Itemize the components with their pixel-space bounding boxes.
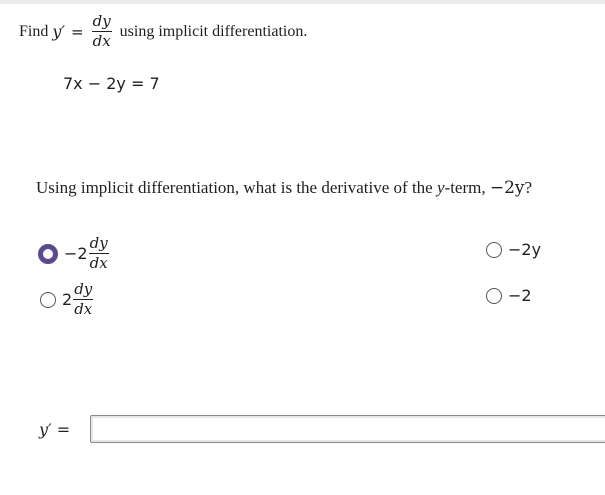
prompt-y-prime: y′ (52, 22, 66, 41)
radio-button[interactable] (486, 288, 502, 304)
question-y-var: y (436, 178, 445, 197)
choice-b-fraction (73, 282, 93, 317)
radio-button[interactable] (40, 292, 56, 308)
prompt-equals: = (71, 22, 84, 41)
prompt-derivative-fraction (92, 14, 112, 49)
choice-b-dy: dy (74, 280, 93, 298)
choice-a-prefix: −2 (64, 244, 88, 263)
question-term: −2y (489, 178, 525, 198)
choice-d-label: −2 (508, 286, 532, 305)
question-text-end: ? (524, 178, 533, 197)
answer-row (39, 415, 605, 443)
choice-neg2[interactable] (486, 286, 532, 305)
choice-neg2-dydx[interactable] (38, 236, 109, 271)
question-text-before: Using implicit differentiation, what is the derivative of the (36, 178, 437, 197)
question-text (36, 178, 532, 198)
prompt-dx: dx (92, 32, 111, 50)
choice-a-dy: dy (89, 234, 108, 252)
answer-label: y′ = (39, 419, 71, 439)
choice-b-prefix: 2 (62, 290, 73, 309)
choice-a-dx: dx (89, 254, 108, 272)
top-border (0, 0, 605, 4)
answer-input[interactable] (90, 415, 605, 443)
prompt-find-label: Find (19, 22, 49, 40)
prompt-tail: using implicit differentiation. (119, 22, 308, 40)
choice-neg2y[interactable] (486, 240, 541, 259)
prompt-dy: dy (92, 12, 111, 30)
radio-button-selected[interactable] (38, 244, 58, 264)
problem-prompt (19, 14, 307, 49)
choice-a-fraction (89, 236, 109, 271)
choice-2-dydx[interactable] (40, 282, 93, 317)
given-equation: 7x − 2y = 7 (63, 74, 160, 93)
radio-button[interactable] (486, 242, 502, 258)
choice-c-label: −2y (508, 240, 542, 259)
choice-b-dx: dx (74, 300, 93, 318)
question-text-mid: -term, (444, 178, 490, 197)
